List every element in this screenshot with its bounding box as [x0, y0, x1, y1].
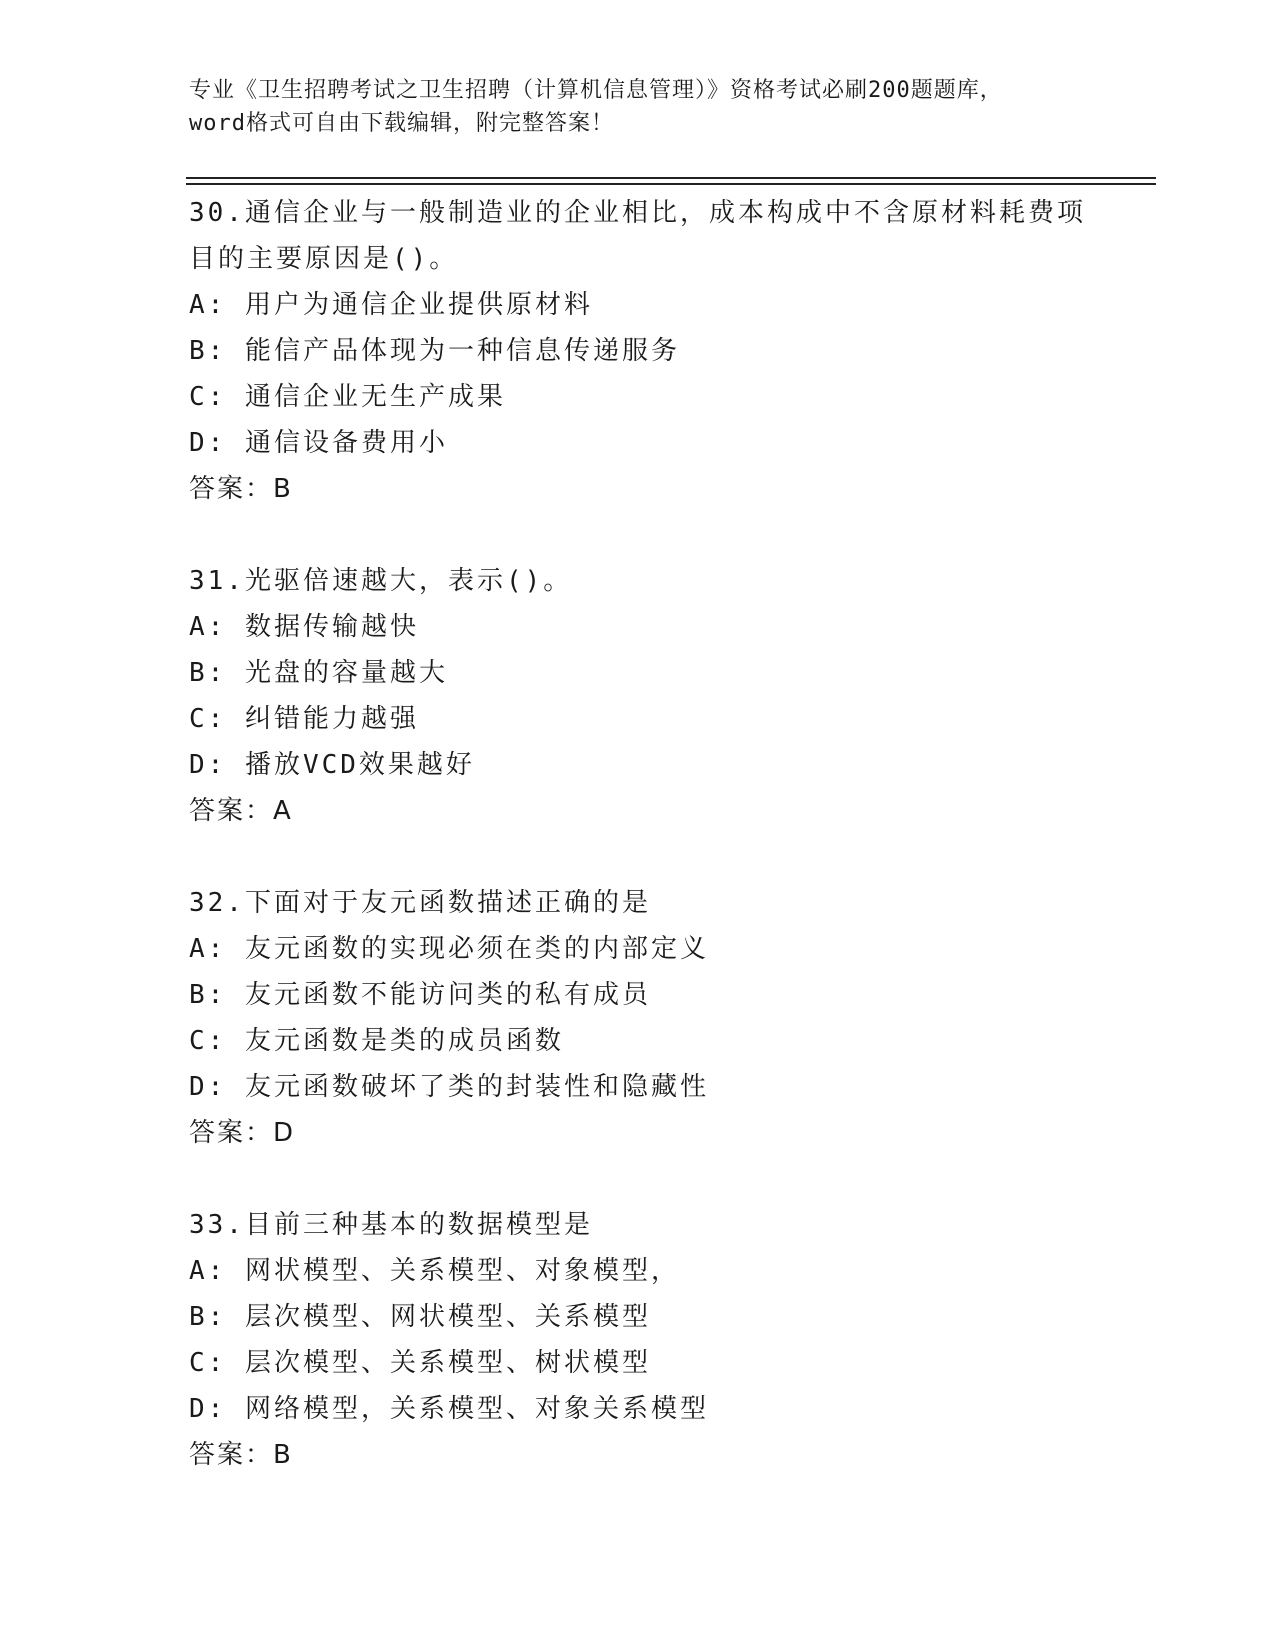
question-32 — [189, 880, 1089, 1156]
option-a: A: 数据传输越快 — [189, 612, 419, 642]
option-d: D: 网络模型，关系模型、对象关系模型 — [189, 1394, 709, 1424]
answer: 答案：A — [189, 796, 293, 826]
header-line-1: 专业《卫生招聘考试之卫生招聘（计算机信息管理）》资格考试必刷200题题库， — [189, 78, 1003, 103]
answer: 答案：D — [189, 1118, 296, 1148]
option-b: B: 能信产品体现为一种信息传递服务 — [189, 336, 680, 366]
option-a: A: 友元函数的实现必须在类的内部定义 — [189, 934, 709, 964]
answer: 答案：B — [189, 1440, 293, 1470]
option-b: B: 层次模型、网状模型、关系模型 — [189, 1302, 651, 1332]
option-d: D: 通信设备费用小 — [189, 428, 448, 458]
option-b: B: 光盘的容量越大 — [189, 658, 448, 688]
question-stem-continued: 目的主要原因是()。 — [189, 244, 459, 274]
option-b: B: 友元函数不能访问类的私有成员 — [189, 980, 651, 1010]
question-stem: 31.光驱倍速越大，表示()。 — [189, 566, 573, 596]
header-divider-bottom — [186, 183, 1156, 185]
answer: 答案：B — [189, 474, 293, 504]
header-divider-top — [186, 177, 1156, 179]
question-33 — [189, 1202, 1089, 1478]
option-c: C: 友元函数是类的成员函数 — [189, 1026, 564, 1056]
option-c: C: 层次模型、关系模型、树状模型 — [189, 1348, 651, 1378]
option-a: A: 网状模型、关系模型、对象模型， — [189, 1256, 680, 1286]
header-line-2: word格式可自由下载编辑，附完整答案！ — [189, 111, 614, 136]
document-header — [189, 74, 1089, 140]
option-d: D: 播放VCD效果越好 — [189, 750, 475, 780]
question-30 — [189, 190, 1089, 512]
question-stem: 32.下面对于友元函数描述正确的是 — [189, 888, 651, 918]
question-31 — [189, 558, 1089, 834]
question-stem: 33.目前三种基本的数据模型是 — [189, 1210, 593, 1240]
question-list — [189, 190, 1089, 1478]
option-d: D: 友元函数破坏了类的封装性和隐藏性 — [189, 1072, 709, 1102]
option-c: C: 通信企业无生产成果 — [189, 382, 506, 412]
option-a: A: 用户为通信企业提供原材料 — [189, 290, 593, 320]
option-c: C: 纠错能力越强 — [189, 704, 419, 734]
question-stem: 30.通信企业与一般制造业的企业相比，成本构成中不含原材料耗费项 — [189, 198, 1086, 228]
